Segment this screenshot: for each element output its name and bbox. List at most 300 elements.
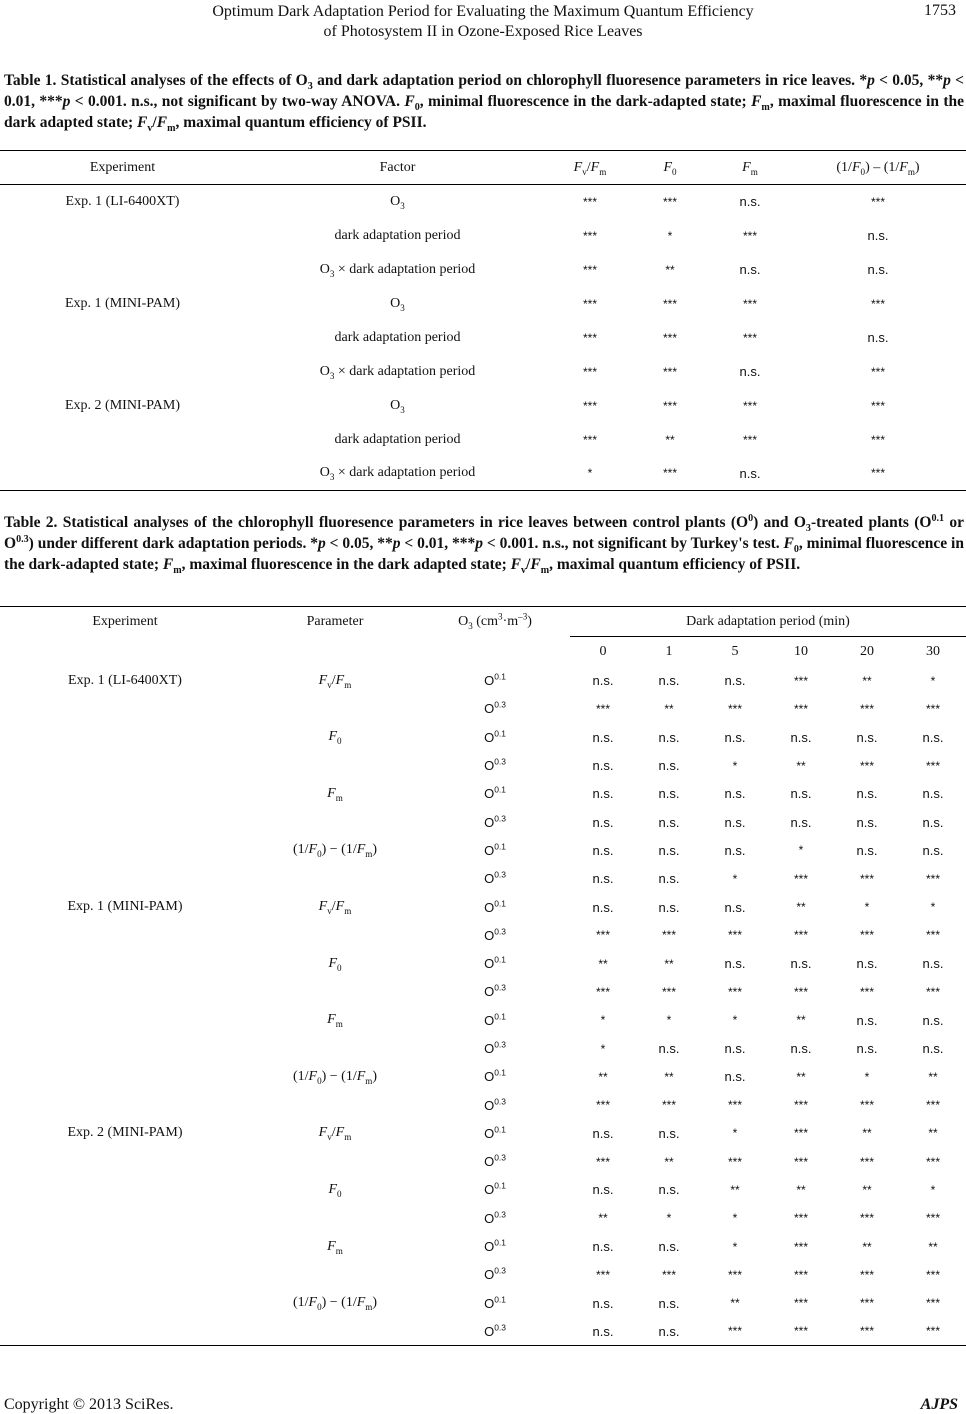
table2-value-cell: *** [793, 1239, 808, 1254]
table2-value-cell: *** [727, 984, 742, 999]
table2-value-cell: *** [925, 1324, 940, 1339]
table1-value-cell: *** [662, 296, 677, 311]
table2-value-cell: *** [727, 928, 742, 943]
table2-value-cell: *** [727, 1324, 742, 1339]
table2-value-cell: n.s. [922, 786, 944, 802]
table2-row [0, 865, 966, 893]
table2 [0, 606, 966, 1346]
table2-value-cell: n.s. [922, 729, 944, 745]
table2-value-cell: n.s. [856, 814, 878, 830]
table2-value-cell: n.s. [724, 899, 746, 915]
table2-value-cell: *** [859, 1267, 874, 1282]
table2-value-cell: ** [862, 1126, 872, 1141]
table2-o3-cell: $O^{0.1}$ [484, 1294, 506, 1311]
table2-parameter-cell: $(1/F_0) - (1/F_m)$ [292, 1295, 378, 1312]
table2-value-cell: n.s. [658, 1125, 680, 1141]
table1-factor-cell: dark adaptation period [334, 329, 461, 345]
table2-value-cell: n.s. [922, 1041, 944, 1056]
table2-value-cell: *** [793, 984, 808, 999]
table1-factor-cell: $O_3$ × dark adaptation period [319, 465, 476, 483]
table2-value-cell: n.s. [592, 1295, 614, 1311]
table1-value-cell: *** [662, 466, 677, 481]
table1-factor-cell: $O_3$ × dark adaptation period [319, 261, 476, 279]
table2-header-o3: $O_3$ $(cm^3\cdot m^{-3})$ [458, 611, 532, 631]
table2-value-cell: * [600, 1013, 606, 1028]
table2-o3-cell: $O^{0.3}$ [484, 869, 506, 887]
table1-factor-cell: $O_3$ × dark adaptation period [319, 363, 476, 381]
table2-row [0, 836, 966, 864]
table1-factor-cell: $O_3$ [390, 193, 405, 211]
table2-value-cell: ** [730, 1296, 740, 1311]
table2-parameter-cell: $F_m$ [327, 785, 343, 803]
table2-value-cell: n.s. [922, 814, 944, 830]
table1-value-cell: ** [665, 262, 675, 277]
table2-experiment-cell [0, 1006, 250, 1034]
table2-value-cell: *** [859, 1296, 874, 1311]
table2-value-cell: *** [793, 701, 808, 716]
table2-row [0, 1091, 966, 1119]
table2-period-row [0, 637, 966, 667]
table2-caption: Table 2. Statistical analyses of the chlorophyll fluoresence parameters in rice leaves between control plants $(O^0)$ and $O_3$-treated plants ($O^{0.1}$ or $O^{0.3}$) under different dark adaptation periods. *p < 0.05, **p < 0.01, ***p < 0.001. n.s., not significant by Turkey's test. $F_0$, minimal fluorescence in the dark-adapted state; $F_m$, maximal fluorescence in the dark adapted state; $F_v/F_m$, maximal quantum efficiency of PSII. [4, 512, 964, 577]
table2-row [0, 1204, 966, 1232]
table2-value-cell: * [930, 673, 936, 688]
table2-experiment-cell [0, 1289, 250, 1317]
table1-value-cell: *** [662, 194, 677, 209]
table2-value-cell: * [666, 1013, 672, 1028]
table1-value-cell: *** [870, 432, 885, 447]
table2-o3-cell: $O^{0.1}$ [484, 1237, 506, 1255]
table2-value-cell: *** [595, 701, 610, 716]
table2-row [0, 1261, 966, 1289]
table2-value-cell: *** [595, 984, 610, 999]
table2-value-cell: * [930, 1182, 936, 1197]
table1-body [0, 185, 966, 491]
table2-value-cell: *** [727, 1267, 742, 1282]
table2-value-cell: n.s. [790, 956, 812, 972]
table1-value-cell: *** [582, 296, 597, 311]
table2-experiment-cell [0, 695, 250, 723]
table2-experiment-cell [0, 723, 250, 751]
table1-header-row [0, 151, 966, 185]
empty-cell [0, 637, 250, 667]
table2-value-cell: n.s. [592, 786, 614, 802]
table2-value-cell: n.s. [790, 729, 812, 745]
table2-o3-cell: $O^{0.1}$ [484, 785, 506, 802]
table2-o3-cell: $O^{0.3}$ [484, 1322, 506, 1339]
table2-value-cell: ** [928, 1239, 938, 1254]
table2-value-cell: ** [664, 1069, 674, 1084]
table2-value-cell: n.s. [856, 786, 878, 802]
table1-header-f0: $F_0$ [663, 159, 677, 177]
table1-value-cell: *** [662, 330, 677, 345]
table1-value-cell: n.s. [867, 228, 889, 243]
table2-parameter-cell: $F_v/F_m$ [318, 1125, 352, 1143]
table2-value-cell: * [600, 1041, 606, 1056]
table2-parameter-cell [250, 921, 420, 949]
table2-value-cell: *** [793, 928, 808, 943]
table2-value-cell: ** [598, 1069, 608, 1084]
table1 [0, 150, 966, 491]
table1-value-cell: *** [742, 228, 757, 243]
table2-value-cell: * [732, 1013, 738, 1028]
running-title [0, 2, 966, 42]
table2-value-cell: * [732, 1126, 738, 1141]
table1-value-cell: *** [870, 194, 885, 209]
table1-value-cell: *** [870, 296, 885, 311]
table2-value-cell: n.s. [592, 729, 614, 745]
table1-header-diff: $(1/F_0) - (1/F_m)$ [836, 159, 920, 177]
table1-experiment-cell [0, 321, 245, 355]
table2-header-period: Dark adaptation period (min) [570, 607, 966, 637]
table2-parameter-cell: $F_v/F_m$ [318, 899, 352, 916]
table2-value-cell: ** [796, 900, 806, 915]
table1-value-cell: *** [582, 432, 597, 447]
table2-value-cell: ** [862, 1182, 872, 1197]
table2-row [0, 808, 966, 836]
table2-o3-cell: $O^{0.3}$ [484, 700, 506, 717]
table1-experiment-cell: Exp. 1 (LI-6400XT) [65, 193, 180, 209]
table1-value-cell: *** [742, 296, 757, 311]
table2-value-cell: *** [793, 1126, 808, 1141]
running-header [0, 0, 966, 40]
table1-factor-cell: $O_3$ [390, 295, 405, 313]
table1-row [0, 287, 966, 321]
table2-row [0, 723, 966, 751]
table2-value-cell: *** [859, 1324, 874, 1339]
table2-experiment-cell [0, 1034, 250, 1062]
table1-experiment-cell [0, 253, 245, 287]
table1-value-cell: *** [662, 364, 677, 379]
table2-value-cell: *** [925, 928, 940, 943]
empty-cell [420, 637, 570, 667]
table2-value-cell: ** [796, 1069, 806, 1084]
table2-parameter-cell: $F_m$ [327, 1238, 343, 1256]
table2-parameter-cell: $(1/F_0) - (1/F_m)$ [292, 842, 378, 860]
table2-value-cell: n.s. [658, 1041, 680, 1056]
table2-parameter-cell [250, 1204, 420, 1232]
table2-experiment-cell [0, 949, 250, 977]
table2-o3-cell: $O^{0.3}$ [484, 756, 506, 774]
table2-value-cell: ** [928, 1069, 938, 1084]
table2-o3-cell: $O^{0.1}$ [484, 1181, 506, 1198]
table1-experiment-cell [0, 355, 245, 389]
table2-value-cell: *** [595, 1154, 610, 1169]
table2-o3-cell: $O^{0.1}$ [484, 671, 506, 689]
table1-header-experiment: Experiment [89, 159, 156, 175]
table2-parameter-cell [250, 978, 420, 1006]
table2-row [0, 780, 966, 808]
table2-value-cell: n.s. [658, 786, 680, 802]
table1-value-cell: ** [665, 432, 675, 447]
table2-value-cell: *** [793, 1211, 808, 1226]
table1-value-cell: n.s. [739, 465, 761, 481]
table2-value-cell: n.s. [856, 842, 878, 858]
table1-value-cell: *** [870, 466, 885, 481]
table1-row [0, 253, 966, 287]
table2-period-cell: 1 [665, 643, 673, 659]
table2-o3-cell: $O^{0.3}$ [484, 1096, 506, 1113]
table2-value-cell: ** [796, 1013, 806, 1028]
table2-value-cell: ** [862, 673, 872, 688]
journal-name: AJPS [920, 1396, 958, 1413]
table2-o3-cell: $O^{0.3}$ [484, 1152, 506, 1170]
table2-value-cell: n.s. [922, 956, 944, 972]
table2-value-cell: *** [661, 1267, 676, 1282]
table2-value-cell: n.s. [592, 1323, 614, 1339]
table2-value-cell: n.s. [658, 1323, 680, 1339]
table2-value-cell: * [930, 900, 936, 915]
table2-row [0, 695, 966, 723]
table1-value-cell: *** [582, 398, 597, 413]
table2-experiment-cell [0, 865, 250, 893]
table2-parameter-cell: $F_v/F_m$ [318, 672, 352, 690]
table2-value-cell: *** [859, 928, 874, 943]
table1-row [0, 423, 966, 457]
table2-o3-cell: $O^{0.3}$ [484, 1266, 506, 1283]
table2-row [0, 1006, 966, 1034]
table2-o3-cell: $O^{0.1}$ [484, 1067, 506, 1085]
table2-value-cell: n.s. [592, 673, 614, 689]
table2-o3-cell: $O^{0.1}$ [484, 1011, 506, 1028]
table1-value-cell: n.s. [739, 262, 761, 277]
table1-value-cell: *** [742, 330, 757, 345]
table2-row [0, 978, 966, 1006]
table2-experiment-cell [0, 751, 250, 779]
table2-value-cell: *** [925, 871, 940, 886]
table2-header-row [0, 607, 966, 637]
table2-value-cell: n.s. [922, 1012, 944, 1028]
table2-value-cell: n.s. [592, 758, 614, 774]
table2-value-cell: *** [859, 1154, 874, 1169]
table2-row [0, 751, 966, 779]
table2-row [0, 1289, 966, 1317]
table2-value-cell: n.s. [592, 1239, 614, 1255]
table2-value-cell: *** [727, 1098, 742, 1113]
table2-experiment-cell [0, 1063, 250, 1091]
table2-o3-cell: $O^{0.3}$ [484, 983, 506, 1000]
table2-value-cell: *** [793, 1296, 808, 1311]
table2-experiment-cell [0, 978, 250, 1006]
table1-factor-cell: dark adaptation period [334, 227, 461, 243]
table1-value-cell: *** [582, 364, 597, 379]
table2-value-cell: * [864, 1069, 870, 1084]
copyright: Copyright © 2013 SciRes. [4, 1396, 174, 1413]
empty-cell [250, 637, 420, 667]
table2-value-cell: ** [664, 956, 674, 971]
table1-value-cell: *** [662, 398, 677, 413]
table2-o3-cell: $O^{0.3}$ [484, 1209, 506, 1226]
table2-experiment-cell [0, 1148, 250, 1176]
table2-value-cell: * [732, 871, 738, 886]
table2-value-cell: *** [793, 1154, 808, 1169]
table1-experiment-cell [0, 457, 245, 491]
table1-row [0, 457, 966, 491]
table2-value-cell: n.s. [724, 956, 746, 972]
table2-value-cell: *** [793, 871, 808, 886]
table2-value-cell: n.s. [790, 786, 812, 802]
table2-header-parameter: Parameter [306, 613, 364, 629]
table2-value-cell: n.s. [658, 1182, 680, 1198]
table2-parameter-cell [250, 695, 420, 723]
table2-experiment-cell: Exp. 2 (MINI-PAM) [67, 1125, 183, 1141]
table2-parameter-cell: $F_m$ [327, 1012, 343, 1029]
table2-value-cell: n.s. [658, 729, 680, 745]
table2-value-cell: n.s. [790, 814, 812, 830]
table2-parameter-cell [250, 865, 420, 893]
table2-value-cell: n.s. [724, 842, 746, 858]
table1-value-cell: n.s. [739, 364, 761, 379]
table2-value-cell: n.s. [658, 899, 680, 915]
table2-row [0, 949, 966, 977]
table2-parameter-cell [250, 751, 420, 779]
table1-value-cell: *** [582, 330, 597, 345]
table2-experiment-cell: Exp. 1 (MINI-PAM) [67, 899, 183, 915]
table1-value-cell: *** [742, 432, 757, 447]
table2-value-cell: ** [664, 1154, 674, 1169]
table2-value-cell: *** [859, 701, 874, 716]
table2-row [0, 1232, 966, 1260]
table2-value-cell: n.s. [658, 1295, 680, 1311]
table2-value-cell: *** [859, 871, 874, 886]
table2-experiment-cell [0, 808, 250, 836]
table2-o3-cell: $O^{0.3}$ [484, 813, 506, 830]
table2-row [0, 1148, 966, 1176]
table2-value-cell: n.s. [856, 1012, 878, 1028]
table1-row [0, 389, 966, 423]
table2-value-cell: *** [925, 1296, 940, 1311]
table2-value-cell: n.s. [592, 899, 614, 915]
table2-value-cell: n.s. [658, 842, 680, 858]
table2-value-cell: *** [661, 984, 676, 999]
table2-value-cell: n.s. [724, 1041, 746, 1056]
table1-header-fvfm: $F_v/F_m$ [573, 159, 607, 177]
table2-value-cell: n.s. [724, 1069, 746, 1085]
table2-value-cell: n.s. [592, 842, 614, 858]
table2-value-cell: *** [925, 701, 940, 716]
table2-value-cell: n.s. [592, 814, 614, 830]
table2-value-cell: *** [793, 1267, 808, 1282]
table2-parameter-cell [250, 1317, 420, 1345]
table1-experiment-cell [0, 423, 245, 457]
table2-parameter-cell: $F_0$ [328, 1181, 342, 1199]
table2-value-cell: ** [796, 758, 806, 773]
table2-parameter-cell [250, 1034, 420, 1062]
table2-experiment-cell: Exp. 1 (LI-6400XT) [68, 672, 182, 688]
table2-value-cell: *** [925, 1211, 940, 1226]
table1-value-cell: * [587, 466, 593, 481]
table1-row [0, 321, 966, 355]
table2-value-cell: *** [595, 928, 610, 943]
table2-value-cell: *** [595, 1267, 610, 1282]
table2-value-cell: * [732, 1211, 738, 1226]
table2-row [0, 1176, 966, 1204]
table2-value-cell: * [732, 1239, 738, 1254]
table2-period-cell: 0 [599, 643, 607, 659]
table1-caption: Table 1. Statistical analyses of the effects of $O_3$ and dark adaptation period on chlorophyll fluoresence parameters in rice leaves. *p < 0.05, **p < 0.01, ***p < 0.001. n.s., not significant by two-way ANOVA. $F_0$, minimal fluorescence in the dark-adapted state; $F_m$, maximal fluorescence in the dark adapted state; $F_v/F_m$, maximal quantum efficiency of PSII. [4, 72, 964, 135]
table2-value-cell: ** [598, 956, 608, 971]
table2-value-cell: n.s. [592, 1182, 614, 1198]
table2-value-cell: *** [727, 1154, 742, 1169]
table2-value-cell: ** [928, 1126, 938, 1141]
table1-experiment-cell: Exp. 2 (MINI-PAM) [65, 397, 180, 413]
running-title-line1: Optimum Dark Adaptation Period for Evaluating the Maximum Quantum Efficiency [212, 3, 754, 20]
table2-value-cell: n.s. [724, 729, 746, 745]
table2-value-cell: *** [859, 1098, 874, 1113]
table1-header-factor: Factor [379, 159, 416, 175]
table2-value-cell: *** [859, 758, 874, 773]
table2-period-cell: 20 [860, 643, 874, 659]
table2-experiment-cell [0, 1232, 250, 1260]
table2-o3-cell: $O^{0.3}$ [484, 926, 506, 943]
table1-value-cell: *** [582, 194, 597, 209]
table1-value-cell: n.s. [739, 194, 761, 210]
table1-row [0, 219, 966, 253]
table2-value-cell: *** [793, 673, 808, 688]
table1-row [0, 185, 966, 219]
table2-period-cell: 5 [731, 643, 739, 659]
table2-experiment-cell [0, 1317, 250, 1345]
table2-parameter-cell [250, 1091, 420, 1119]
table2-parameter-cell: $F_0$ [328, 955, 342, 973]
table1-row [0, 355, 966, 389]
table2-value-cell: ** [730, 1182, 740, 1197]
table1-experiment-cell [0, 219, 245, 253]
table2-value-cell: n.s. [724, 673, 746, 689]
table2-parameter-cell [250, 1261, 420, 1289]
table2-value-cell: n.s. [658, 814, 680, 830]
table2-row [0, 1119, 966, 1147]
table2-parameter-cell [250, 808, 420, 836]
table2-parameter-cell [250, 1148, 420, 1176]
table2-value-cell: *** [925, 984, 940, 999]
table2-value-cell: ** [598, 1211, 608, 1226]
page-number: 1753 [924, 2, 956, 19]
table1-value-cell: n.s. [867, 330, 889, 345]
table2-o3-cell: $O^{0.3}$ [484, 1039, 506, 1056]
table2-o3-cell: $O^{0.1}$ [484, 1124, 506, 1141]
table2-value-cell: n.s. [658, 871, 680, 887]
table2-experiment-cell [0, 921, 250, 949]
table2-value-cell: n.s. [856, 729, 878, 745]
table2-value-cell: * [864, 900, 870, 915]
table2-row [0, 1063, 966, 1091]
table2-parameter-cell: $(1/F_0) - (1/F_m)$ [292, 1068, 378, 1086]
table2-value-cell: *** [859, 984, 874, 999]
table2-value-cell: * [732, 758, 738, 773]
table2-value-cell: * [666, 1211, 672, 1226]
table2-period-cell: 30 [926, 643, 940, 659]
table2-value-cell: n.s. [658, 1239, 680, 1255]
table2-value-cell: n.s. [658, 758, 680, 774]
table2-o3-cell: $O^{0.1}$ [484, 898, 506, 915]
table2-experiment-cell [0, 1091, 250, 1119]
table2-body [0, 667, 966, 1346]
table2-row [0, 921, 966, 949]
table2-o3-cell: $O^{0.1}$ [484, 954, 506, 972]
running-title-line2: of Photosystem II in Ozone-Exposed Rice Leaves [323, 23, 643, 40]
table2-value-cell: *** [925, 1154, 940, 1169]
table2-value-cell: *** [793, 1098, 808, 1113]
table1-value-cell: *** [582, 262, 597, 277]
table2-period-cell: 10 [794, 643, 808, 659]
table2-value-cell: *** [925, 1098, 940, 1113]
table2-value-cell: ** [664, 701, 674, 716]
table1-value-cell: *** [870, 364, 885, 379]
table2-value-cell: *** [727, 701, 742, 716]
table2-row [0, 1034, 966, 1062]
table2-value-cell: n.s. [724, 814, 746, 830]
table2-experiment-cell [0, 1176, 250, 1204]
